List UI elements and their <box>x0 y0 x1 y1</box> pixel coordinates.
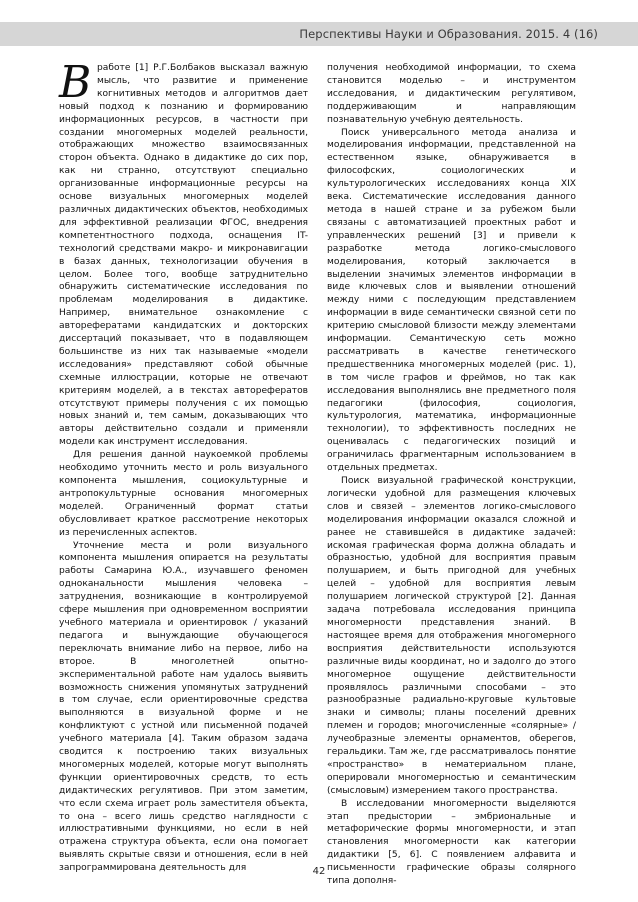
paragraph: Поиск визуальной графической конструкции, логически удобной для размещения ключевых слов и связей – элементов логико-смыслового моделирования информации оказался сложной и ранее не ставившейся в дидактике задачей: искомая графическая форма должна обладать и образностью, удобной для восприятия правым полушарием, и быть пригодной для учебных целей – удобной для восприятия левым полушарием логической структурой [2]. Данная задача потребовала исследования принципа многомерности представления знаний. В настоящее время для отображения многомерного восприятия действительности используются различные виды координат, но и задолго до этого многомерное ощущение действительности проявлялось различными способами – это разнообразные радиально-круговые культовые знаки и символы; планы поселений древних племен и городов; многочисленные «солярные» / лучеобразные элементы орнаментов, оберегов, геральдики. Там же, где рассматривалось понятие «пространство» в нематериальном плане, оперировали многомерностью и семантическим (смысловым) измерением такого пространства. <box>327 476 576 796</box>
drop-cap: В <box>59 57 92 108</box>
article-left-column <box>59 57 308 874</box>
paragraph: Поиск универсального метода анализа и моделирования информации, представленной на естественном языке, обнаруживается в философских, социологических и культурологических исследованиях конца XIX века. Систематические исследования данного метода в нашей стране и за рубежом были связаны с автоматизацией проектных работ и управленческих решений [3] и привели к разработке метода логико-смыслового моделирования, который заключается в выделении значимых элементов информации в виде ключевых слов и выявлении отношений между ними с последующим представлением информации в виде семантически связной сети по критерию смысловой близости между элементами информации. Семантическую сеть можно рассматривать в качестве генетического предшественника многомерных моделей (рис. 1), в том числе графов и фреймов, но так как исследования выполнялись вне предметного поля педагогики (философия, социология, культурология, математика, информационные технологии), то эффективность последних не оценивалась с педагогических позиций и ограничилась фрагментарным использованием в отдельных предметах. <box>327 127 576 474</box>
paragraph-text: работе [1] Р.Г.Болбаков высказал важную мысль, что развитие и применение когнитивных методов и алгоритмов дает новый подход к познанию и формированию информационных ресурсов, в частности при создании многомерных моделей реальности, отображающих множество взаимосвязанных сторон объекта. Однако в дидактике до сих пор, как ни странно, отсутствуют специально организованные информационные ресурсы на основе визуальных многомерных моделей различных дидактических объектов, необходимых для эффективной реализации ФГОС, внедрения компетентностного подхода, оснащения IT-технологий средствами макро- и микронавигации в базах данных, технологизации обучения в целом. Более того, вообще затруднительно обнаружить систематические исследования по проблемам моделирования в дидактике. Например, внимательное ознакомление с авторефератами кандидатских и докторских диссертаций показывает, что в подавляющем большинстве из них так называемые «модели исследования» представляют собой обычные схемные иллюстрации, которые не отвечают критериям моделей, а в текстах авторефератов отсутствуют примеры получения с их помощью новых знаний и, тем самым, доказывающих что авторы действительно создали и применяли модели как инструмент исследования. <box>59 63 308 448</box>
paragraph <box>59 57 308 449</box>
journal-header-bar <box>0 22 638 46</box>
paragraph: В исследовании многомерности выделяются этап предыстории – эмбриональные и метафорические формы многомерности, и этап становления многомерности как категории дидактики [5, 6]. С появлением алфавита и письменности графические образы солярного типа дополня- <box>327 798 576 887</box>
page-number: 42 <box>312 866 326 877</box>
paragraph: получения необходимой информации, то схема становится моделью – и инструментом исследования, и дидактическим регулятивом, поддерживающим и направляющим познавательную учебную деятельность. <box>327 63 576 125</box>
paragraph: Уточнение места и роли визуального компонента мышления опирается на результаты работы Самарина Ю.А., изучавшего феномен одноканальности мышления человека – затруднения, возникающие в контролируемой сфере мышления при одновременном восприятии учебного материала и ориентировок / указаний педагога и вынуждающие обучающегося переключать внимание либо на первое, либо на второе. В многолетней опытно-экспериментальной работе нам удалось выявить возможность снижения упомянутых затруднений в том случае, если ориентировочные средства выполняются в визуальной форме и не конфликтуют с устной или письменной подачей учебного материала [4]. Таким образом задача сводится к построению таких визуальных многомерных моделей, которые могут выполнять функции ориентировочных средств, то есть дидактических регулятивов. При этом заметим, что если схема играет роль заместителя объекта, то она – всего лишь средство наглядности с иллюстративными функциями, но если в ней отражена структура объекта, если она помогает выявлять скрытые связи и отношения, если в ней запрограммирована деятельность для <box>59 540 308 874</box>
article-right-column <box>327 62 576 887</box>
paragraph: Для решения данной наукоемкой проблемы необходимо уточнить место и роль визуального компонента мышления, социокультурные и антропокультурные основания многомерных моделей. Ограниченный формат статьи обусловливает краткое рассмотрение некоторых из перечисленных аспектов. <box>59 450 308 538</box>
journal-header-title: Перспективы Науки и Образования. 2015. 4 (16) <box>299 27 598 41</box>
